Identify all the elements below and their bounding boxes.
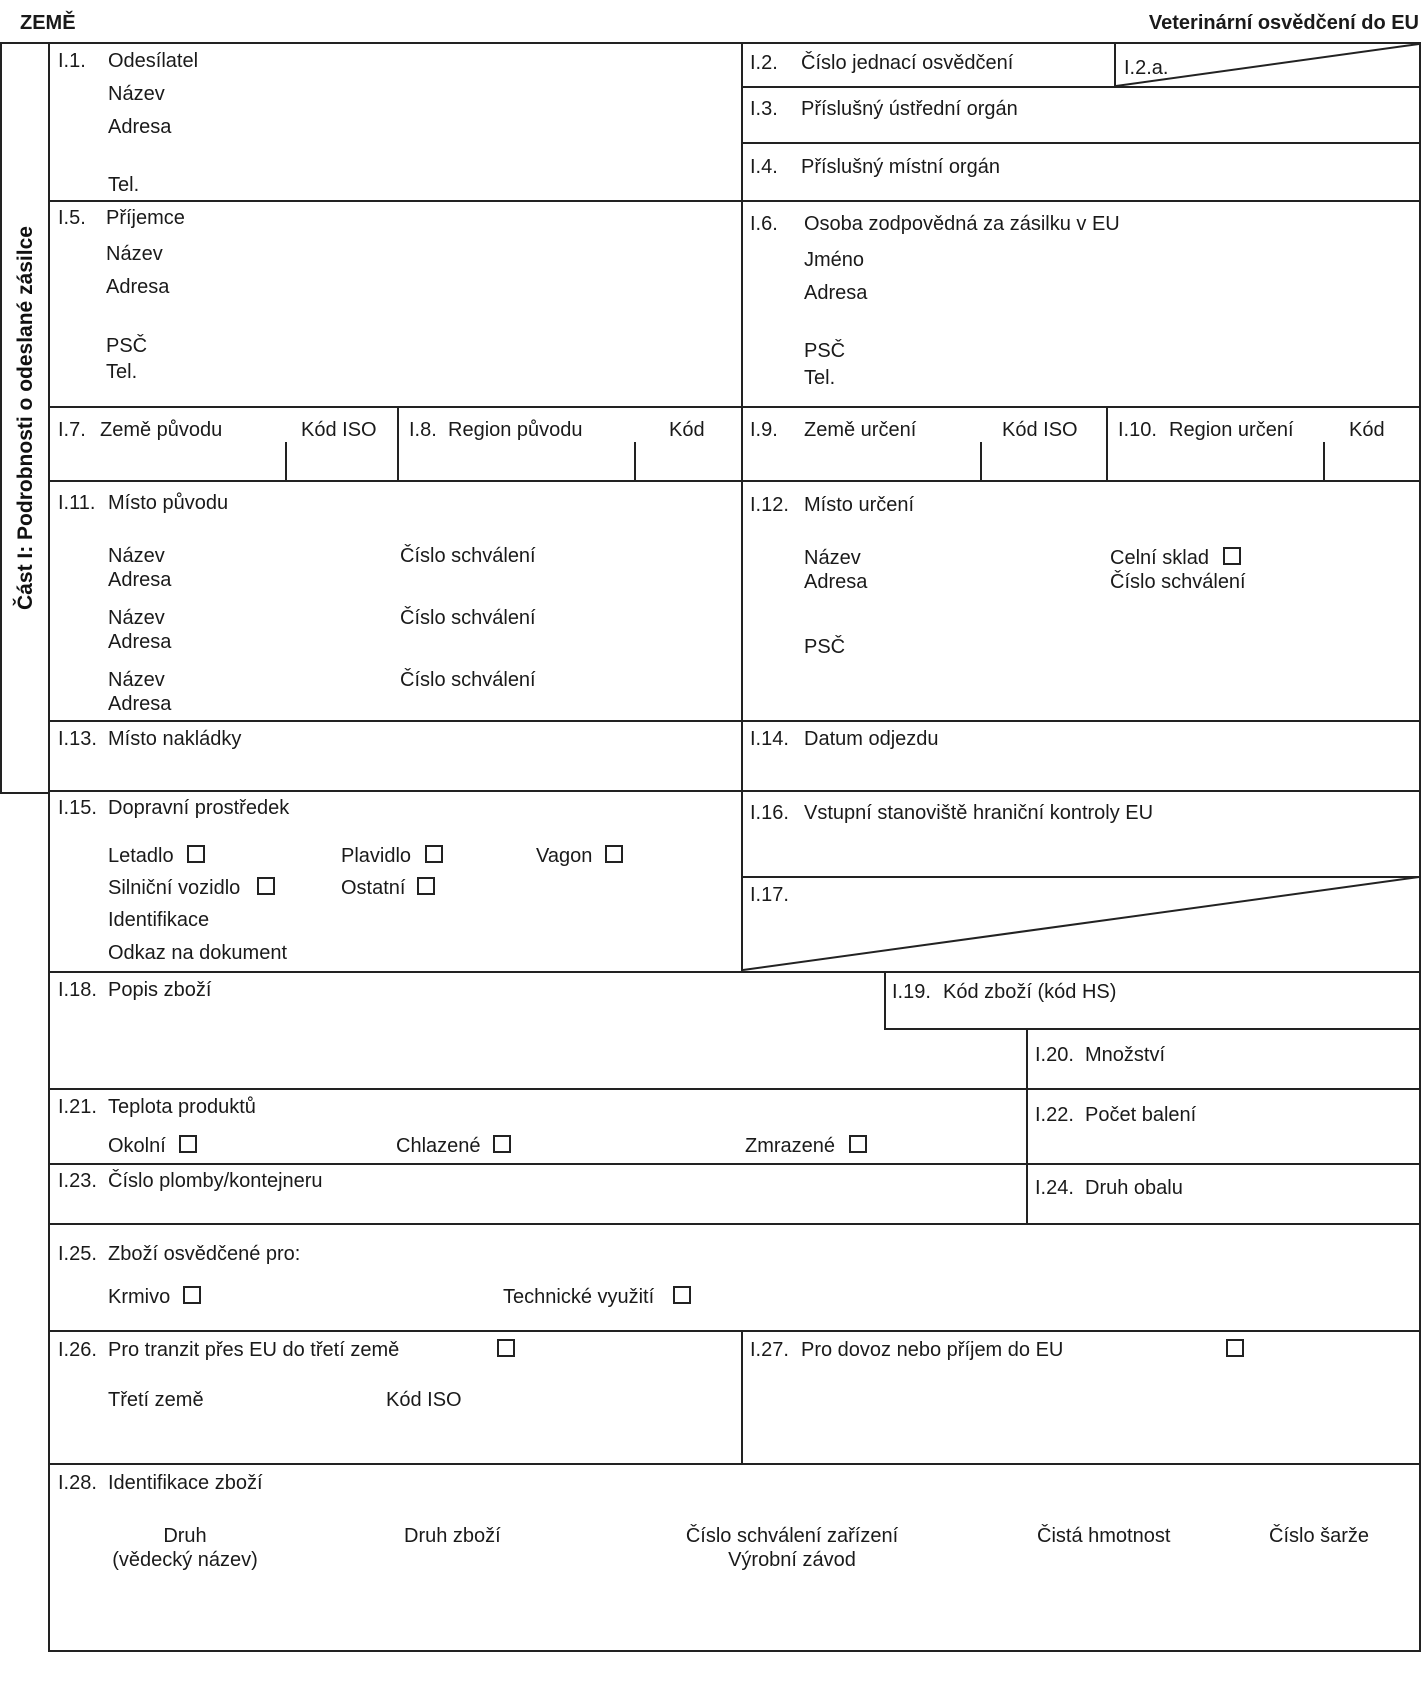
i15-wagon-label: Vagon xyxy=(536,845,593,867)
i3-title: Příslušný ústřední orgán xyxy=(801,98,1018,120)
i10-number: I.10. xyxy=(1118,419,1157,441)
i2-title: Číslo jednací osvědčení xyxy=(801,52,1014,74)
i11-number: I.11. xyxy=(58,492,96,514)
i28-species-label: Druh xyxy=(163,1525,207,1547)
i26-title: Pro tranzit přes EU do třetí země xyxy=(108,1339,400,1361)
i11-name-label-3: Název xyxy=(108,669,165,691)
i7-code-label: Kód ISO xyxy=(301,419,377,441)
i28-species-scientific-label: (vědecký název) xyxy=(112,1549,258,1571)
i5-psc-label: PSČ xyxy=(106,335,148,357)
i21-chilled-label: Chlazené xyxy=(396,1135,481,1157)
i15-ident-label: Identifikace xyxy=(108,909,210,931)
feed-checkbox[interactable] xyxy=(183,1286,201,1304)
i4-number: I.4. xyxy=(750,156,778,178)
i24-title: Druh obalu xyxy=(1085,1177,1183,1199)
wagon-checkbox[interactable] xyxy=(605,845,623,863)
i19-title: Kód zboží (kód HS) xyxy=(943,981,1117,1003)
i15-docref-label: Odkaz na dokument xyxy=(108,942,287,964)
i1-number: I.1. xyxy=(58,50,86,72)
i6-tel-label: Tel. xyxy=(804,367,836,389)
i15-plane-label: Letadlo xyxy=(108,845,174,867)
i10-code-label: Kód xyxy=(1349,419,1385,441)
i21-number: I.21. xyxy=(58,1096,97,1118)
i15-other-label: Ostatní xyxy=(341,877,406,899)
import-checkbox[interactable] xyxy=(1226,1339,1244,1357)
i11-approval-label-1: Číslo schválení xyxy=(400,545,536,567)
i27-number: I.27. xyxy=(750,1339,789,1361)
i28-batch-label: Číslo šarže xyxy=(1269,1525,1370,1547)
i28-plant-label: Výrobní závod xyxy=(728,1549,856,1571)
frozen-checkbox[interactable] xyxy=(849,1135,867,1153)
i23-title: Číslo plomby/kontejneru xyxy=(108,1170,323,1192)
country-heading: ZEMĚ xyxy=(20,12,76,34)
customs-warehouse-checkbox[interactable] xyxy=(1223,547,1241,565)
other-transport-checkbox[interactable] xyxy=(417,877,435,895)
i25-number: I.25. xyxy=(58,1243,97,1265)
i12-approval-label: Číslo schválení xyxy=(1110,571,1246,593)
i23-number: I.23. xyxy=(58,1170,97,1192)
i28-kind-label: Druh zboží xyxy=(404,1525,501,1547)
i5-number: I.5. xyxy=(58,207,86,229)
i11-address-label-1: Adresa xyxy=(108,569,172,591)
i17-diagonal xyxy=(743,877,1419,970)
i12-address-label: Adresa xyxy=(804,571,868,593)
i1-address-label: Adresa xyxy=(108,116,172,138)
i15-road-label: Silniční vozidlo xyxy=(108,877,241,899)
certificate-title: Veterinární osvědčení do EU xyxy=(1148,12,1419,34)
i1-title: Odesílatel xyxy=(108,50,199,72)
i15-number: I.15. xyxy=(58,797,97,819)
i16-title: Vstupní stanoviště hraniční kontroly EU xyxy=(804,802,1154,824)
i9-code-label: Kód ISO xyxy=(1002,419,1078,441)
i28-net-weight-label: Čistá hmotnost xyxy=(1037,1525,1171,1547)
i10-title: Region určení xyxy=(1169,419,1294,441)
i19-number: I.19. xyxy=(892,981,931,1003)
i26-number: I.26. xyxy=(58,1339,97,1361)
plane-checkbox[interactable] xyxy=(187,845,205,863)
i22-number: I.22. xyxy=(1035,1104,1074,1126)
i22-title: Počet balení xyxy=(1085,1104,1197,1126)
i12-name-label: Název xyxy=(804,547,861,569)
i25-technical-label: Technické využití xyxy=(503,1286,655,1308)
chilled-checkbox[interactable] xyxy=(493,1135,511,1153)
i18-number: I.18. xyxy=(58,979,97,1001)
i16-number: I.16. xyxy=(750,802,789,824)
i1-tel-label: Tel. xyxy=(108,174,140,196)
i15-title: Dopravní prostředek xyxy=(108,797,290,819)
i4-title: Příslušný místní orgán xyxy=(801,156,1000,178)
i12-customs-label: Celní sklad xyxy=(1110,547,1209,569)
i25-feed-label: Krmivo xyxy=(108,1286,171,1308)
i21-title: Teplota produktů xyxy=(108,1096,256,1118)
i11-title: Místo původu xyxy=(108,492,229,514)
i28-title: Identifikace zboží xyxy=(108,1472,263,1494)
i5-name-label: Název xyxy=(106,243,163,265)
i9-title: Země určení xyxy=(804,419,917,441)
i11-approval-label-2: Číslo schválení xyxy=(400,607,536,629)
i28-number: I.28. xyxy=(58,1472,97,1494)
i2-number: I.2. xyxy=(750,52,778,74)
i26-third-country-label: Třetí země xyxy=(108,1389,204,1411)
i13-number: I.13. xyxy=(58,728,97,750)
i5-tel-label: Tel. xyxy=(106,361,138,383)
i13-title: Místo nakládky xyxy=(108,728,242,750)
i12-psc-label: PSČ xyxy=(804,636,846,658)
i6-address-label: Adresa xyxy=(804,282,868,304)
i6-number: I.6. xyxy=(750,213,778,235)
i20-number: I.20. xyxy=(1035,1044,1074,1066)
i6-psc-label: PSČ xyxy=(804,340,846,362)
i17-number: I.17. xyxy=(750,884,789,906)
i25-title: Zboží osvědčené pro: xyxy=(108,1243,301,1265)
i21-frozen-label: Zmrazené xyxy=(745,1135,836,1157)
i11-address-label-3: Adresa xyxy=(108,693,172,715)
i6-name-label: Jméno xyxy=(804,249,865,271)
i14-title: Datum odjezdu xyxy=(804,728,939,750)
side-label-text: Část I: Podrobnosti o odeslané zásilce xyxy=(14,226,37,610)
i12-title: Místo určení xyxy=(804,494,915,516)
transit-checkbox[interactable] xyxy=(497,1339,515,1357)
i5-address-label: Adresa xyxy=(106,276,170,298)
i12-number: I.12. xyxy=(750,494,789,516)
i8-number: I.8. xyxy=(409,419,437,441)
road-vehicle-checkbox[interactable] xyxy=(257,877,275,895)
i24-number: I.24. xyxy=(1035,1177,1074,1199)
i21-ambient-label: Okolní xyxy=(108,1135,166,1157)
i18-title: Popis zboží xyxy=(108,979,212,1001)
i2a-number: I.2.a. xyxy=(1124,57,1169,79)
ship-checkbox[interactable] xyxy=(425,845,443,863)
i7-number: I.7. xyxy=(58,419,86,441)
i14-number: I.14. xyxy=(750,728,789,750)
i8-title: Region původu xyxy=(448,419,583,441)
i27-title: Pro dovoz nebo příjem do EU xyxy=(801,1339,1064,1361)
i11-approval-label-3: Číslo schválení xyxy=(400,669,536,691)
i26-iso-label: Kód ISO xyxy=(386,1389,462,1411)
i20-title: Množství xyxy=(1085,1044,1166,1066)
technical-use-checkbox[interactable] xyxy=(673,1286,691,1304)
i28-approval-label: Číslo schválení zařízení xyxy=(685,1525,899,1547)
i1-name-label: Název xyxy=(108,83,165,105)
i5-title: Příjemce xyxy=(106,207,185,229)
i3-number: I.3. xyxy=(750,98,778,120)
i7-title: Země původu xyxy=(100,419,223,441)
i11-name-label-1: Název xyxy=(108,545,165,567)
i6-title: Osoba zodpovědná za zásilku v EU xyxy=(804,213,1120,235)
i8-code-label: Kód xyxy=(669,419,705,441)
i11-address-label-2: Adresa xyxy=(108,631,172,653)
i11-name-label-2: Název xyxy=(108,607,165,629)
i9-number: I.9. xyxy=(750,419,778,441)
ambient-checkbox[interactable] xyxy=(179,1135,197,1153)
i15-ship-label: Plavidlo xyxy=(341,845,412,867)
